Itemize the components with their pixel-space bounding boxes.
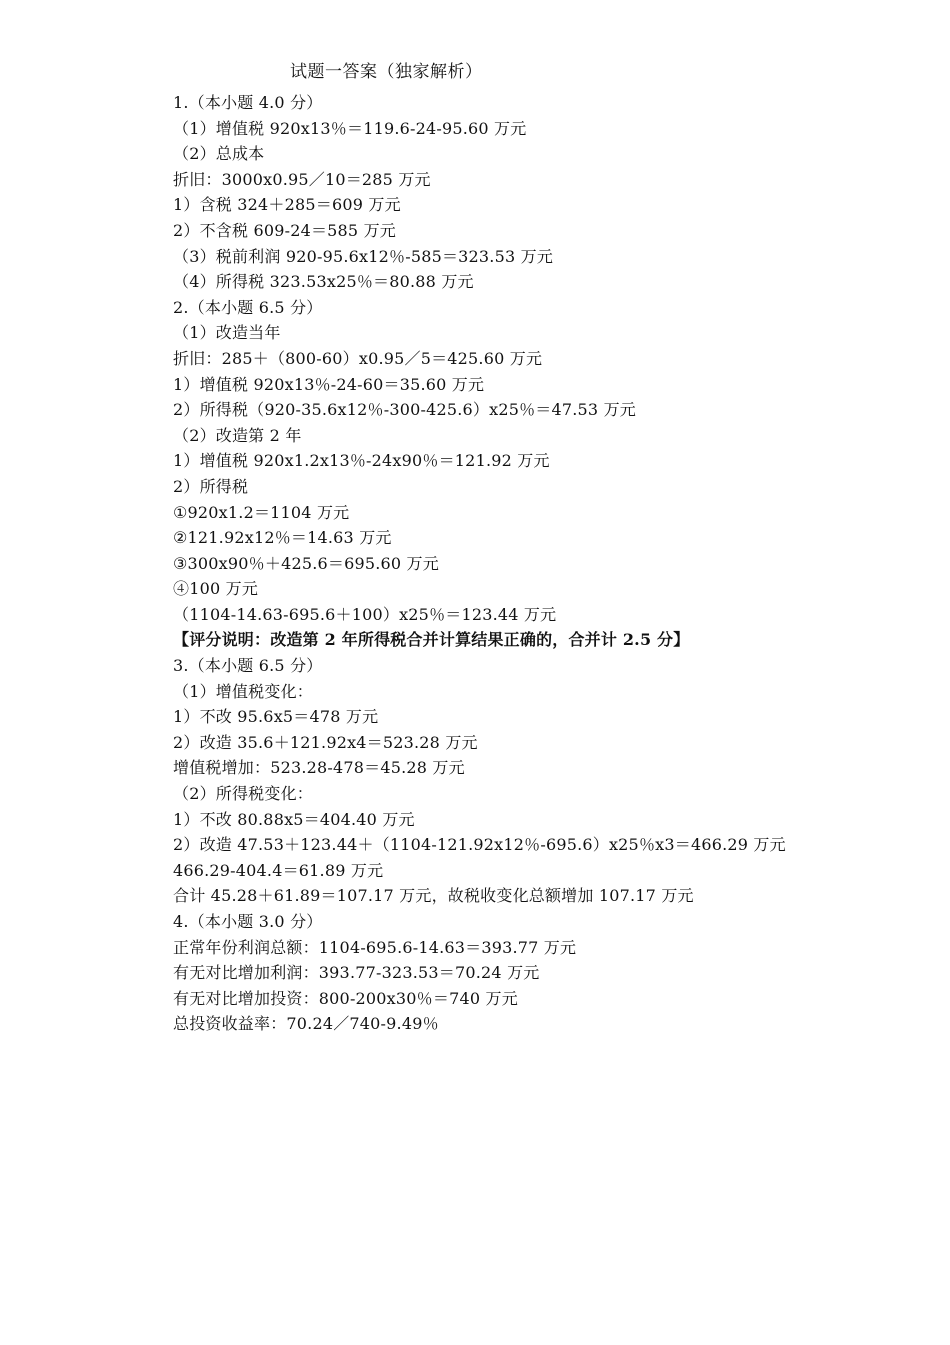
answer-line: （1104-14.63-695.6＋100）x25％＝123.44 万元 bbox=[173, 604, 557, 624]
answer-line: 2）所得税（920-35.6x12％-300-425.6）x25％＝47.53 万元 bbox=[173, 400, 636, 420]
answer-line: （1）增值税 920x13％＝119.6-24-95.60 万元 bbox=[173, 118, 527, 138]
answer-line: （2）改造第 2 年 bbox=[173, 425, 302, 445]
answer-line: （2）所得税变化： bbox=[173, 784, 313, 804]
answer-line: 1）不改 95.6x5＝478 万元 bbox=[173, 707, 379, 727]
answer-line: 2）不含税 609-24＝585 万元 bbox=[173, 220, 396, 240]
answer-line: 合计 45.28＋61.89＝107.17 万元，故税收变化总额增加 107.17 万元 bbox=[173, 886, 694, 906]
answer-line: 1）含税 324＋285＝609 万元 bbox=[173, 195, 401, 215]
answer-line: 增值税增加：523.28-478＝45.28 万元 bbox=[173, 758, 465, 778]
answer-line: 总投资收益率：70.24／740-9.49％ bbox=[173, 1014, 439, 1034]
question-4-heading: 4.（本小题 3.0 分） bbox=[173, 912, 323, 931]
answer-line: （2）总成本 bbox=[173, 144, 265, 164]
answer-line: （1）改造当年 bbox=[173, 323, 281, 343]
answer-line: ④100 万元 bbox=[173, 579, 259, 599]
answer-line: 2）所得税 bbox=[173, 476, 249, 496]
question-3-heading: 3.（本小题 6.5 分） bbox=[173, 656, 323, 676]
answer-line: （4）所得税 323.53x25％＝80.88 万元 bbox=[173, 272, 474, 292]
answer-line: 1）增值税 920x1.2x13％-24x90％＝121.92 万元 bbox=[173, 451, 550, 471]
scoring-note: 【评分说明：改造第 2 年所得税合并计算结果正确的，合并计 2.5 分】 bbox=[173, 630, 690, 650]
answer-line: 1）不改 80.88x5＝404.40 万元 bbox=[173, 809, 415, 829]
answer-body bbox=[173, 90, 873, 1037]
answer-line: ③300x90％＋425.6＝695.60 万元 bbox=[173, 553, 439, 573]
answer-line: 2）改造 35.6＋121.92x4＝523.28 万元 bbox=[173, 732, 478, 752]
answer-line: ②121.92x12％＝14.63 万元 bbox=[173, 528, 392, 548]
answer-line: （3）税前利润 920-95.6x12％-585＝323.53 万元 bbox=[173, 246, 554, 266]
document-title: 试题一答案（独家解析） bbox=[290, 62, 483, 82]
question-2-heading: 2.（本小题 6.5 分） bbox=[173, 297, 323, 317]
answer-line: 有无对比增加利润：393.77-323.53＝70.24 万元 bbox=[173, 963, 540, 983]
answer-line: ①920x1.2＝1104 万元 bbox=[173, 502, 350, 522]
answer-line: 正常年份利润总额：1104-695.6-14.63＝393.77 万元 bbox=[173, 937, 577, 957]
answer-line: （1）增值税变化： bbox=[173, 681, 313, 701]
answer-line: 有无对比增加投资：800-200x30％＝740 万元 bbox=[173, 988, 518, 1008]
question-1-heading: 1.（本小题 4.0 分） bbox=[173, 93, 323, 112]
answer-line: 折旧：3000x0.95／10＝285 万元 bbox=[173, 169, 431, 189]
answer-line: 折旧：285＋（800-60）x0.95／5＝425.60 万元 bbox=[173, 348, 543, 368]
answer-line: 2）改造 47.53＋123.44＋（1104-121.92x12％-695.6）x25％x3＝466.29 万元 bbox=[173, 835, 786, 855]
answer-line: 1）增值税 920x13％-24-60＝35.60 万元 bbox=[173, 374, 485, 394]
answer-line: 466.29-404.4＝61.89 万元 bbox=[173, 860, 384, 880]
